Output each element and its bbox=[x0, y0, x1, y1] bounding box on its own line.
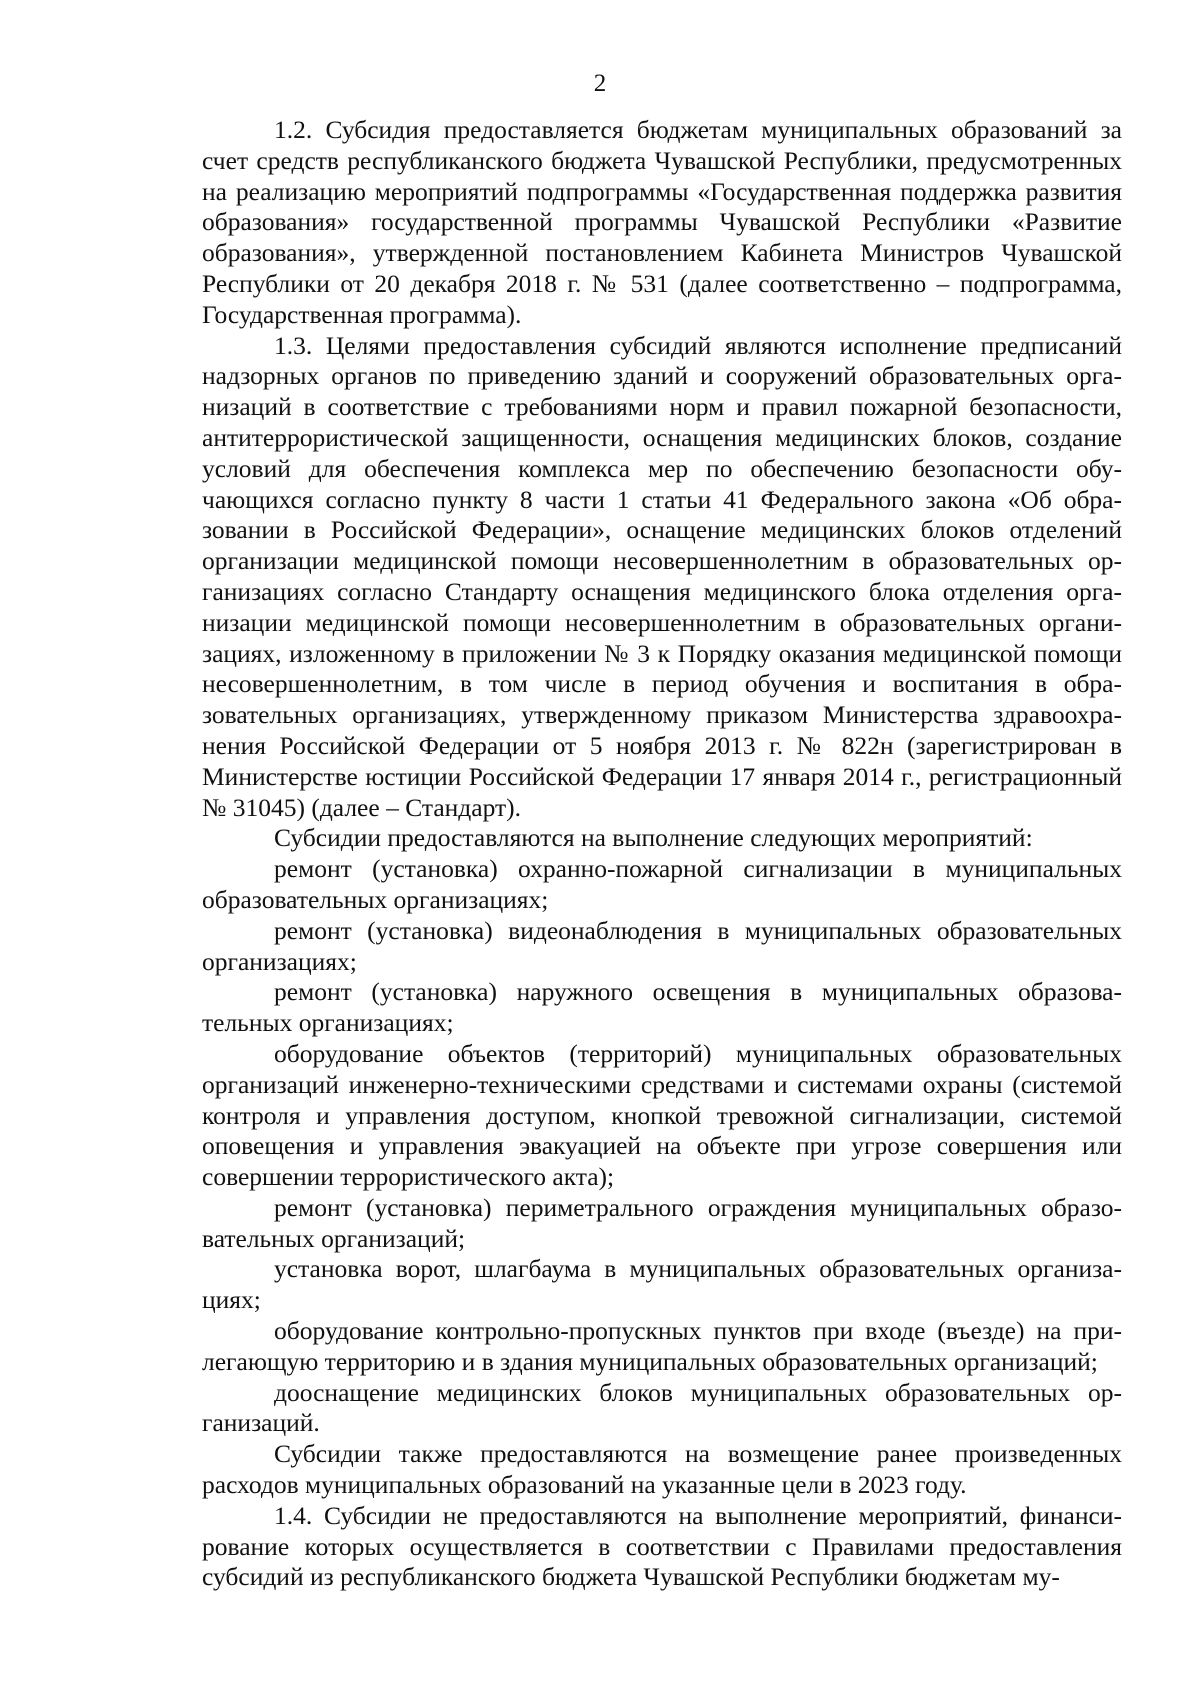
list-item-perimeter-fence: ремонт (установка) периметрального ограждения муниципальных образовательных организаций; bbox=[202, 1192, 1122, 1253]
paragraph-measures-intro: Субсидии предоставляются на выполнение следующих мероприятий: bbox=[274, 823, 1033, 853]
list-item-video-surveillance: ремонт (установка) видеонаблюдения в муниципальных образовательных организациях; bbox=[202, 915, 1122, 976]
paragraph-1-3: 1.3. Целями предоставления субсидий являются исполнение предписаний надзорных органов по приведению зданий и сооружений образовательных организаций в соответствие с требованиями норм и правил пожарной безопасности, антитеррористической защищенности, оснащения медицинских блоков, создание условий для обеспечения комплекса мер по обеспечению безопасности обучающихся согласно пункту 8 части 1 статьи 41 Федерального закона «Об образовании в Российской Федерации», оснащение медицинских блоков отделений организации медицинской помощи несовершеннолетним в образовательных организациях согласно Стандарту оснащения медицинского блока отделения организации медицинской помощи несовершеннолетним в образовательных организациях, изложенному в приложении № 3 к Порядку оказания медицинской помощи несовершеннолетним, в том числе в период обучения и воспитания в образовательных организациях, утвержденному приказом Министерства здравоохранения Российской Федерации от 5 ноября 2013 г. № 822н (зарегистрирован в Министерстве юстиции Российской Федерации 17 января 2014 г., регистрационный № 31045) (далее – Стандарт). bbox=[202, 330, 1122, 822]
list-item-gates-barrier: установка ворот, шлагбаума в муниципальных образовательных организациях; bbox=[202, 1254, 1122, 1315]
list-item-medical-blocks: дооснащение медицинских блоков муниципальных образовательных организаций. bbox=[202, 1377, 1122, 1438]
list-item-fire-alarm: ремонт (установка) охранно-пожарной сигнализации в муниципальных образовательных организациях; bbox=[202, 854, 1122, 914]
paragraph-1-2: 1.2. Субсидия предоставляется бюджетам муниципальных образований за счет средств республиканского бюджета Чувашской Республики, предусмотренных на реализацию мероприятий подпрограммы «Государственная поддержка развития образования» государственной программы Чувашской Республики «Развитие образования», утвержденной постановлением Кабинета Министров Чувашской Республики от 20 декабря 2018 г. № 531 (далее соответственно – подпрограмма, Государственная программа). bbox=[202, 115, 1122, 329]
list-item-checkpoints: оборудование контрольно-пропускных пунктов при входе (въезде) на прилегающую территорию и в здания муниципальных образовательных организаций; bbox=[202, 1316, 1122, 1376]
list-item-security-equipment: оборудование объектов (территорий) муниципальных образовательных организаций инженерно-техническими средствами и системами охраны (системой контроля и управления доступом, кнопкой тревожной сигнализации, системой оповещения и управления эвакуацией на объекте при угрозе совершения или совершении террористического акта); bbox=[202, 1038, 1122, 1192]
paragraph-reimbursement: Субсидии также предоставляются на возмещение ранее произведенных расходов муниципальных образований на указанные цели в 2023 году. bbox=[202, 1439, 1122, 1500]
list-item-outdoor-lighting: ремонт (установка) наружного освещения в муниципальных образовательных организациях; bbox=[202, 977, 1122, 1038]
paragraph-1-4: 1.4. Субсидии не предоставляются на выполнение мероприятий, финансирование которых осуществляется в соответствии с Правилами предоставления субсидий из республиканского бюджета Чувашской Республики бюджетам му- bbox=[202, 1500, 1122, 1592]
page-number: 2 bbox=[593, 70, 607, 97]
document-body bbox=[202, 115, 1122, 1593]
